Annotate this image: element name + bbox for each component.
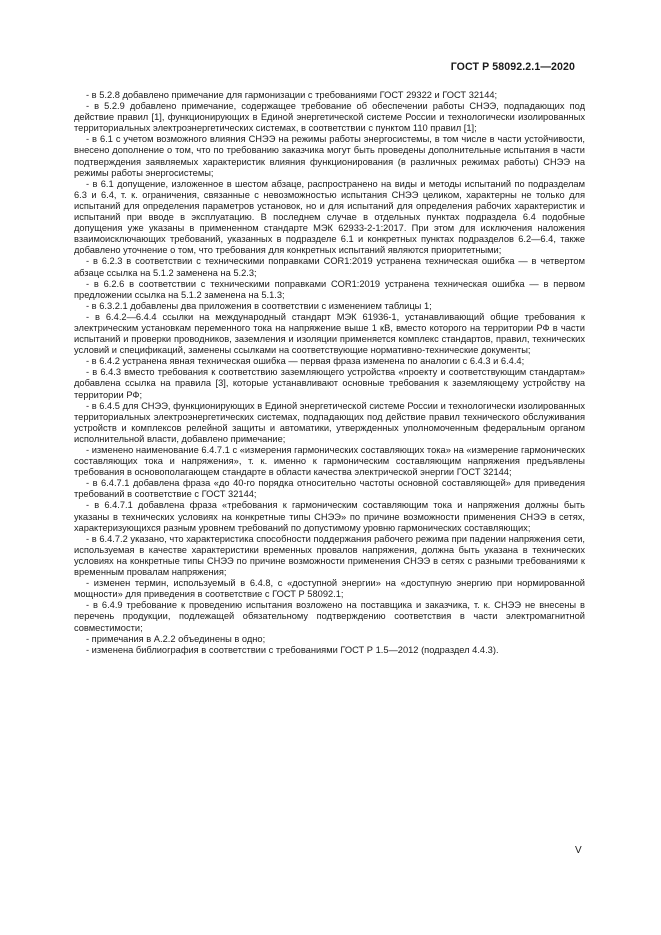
list-item: - в 6.4.9 требование к проведению испытания возложено на поставщика и заказчика, т. к. СНЭЭ не внесены в перечень продукции, подлежащей обязательному подтверждению соответствия в части электромагнитной совместимости; xyxy=(74,600,585,633)
list-item: - в 6.4.2—6.4.4 ссылки на международный стандарт МЭК 61936-1, устанавливающий общие требования к электрическим установкам переменного тока на напряжение выше 1 кВ, вместо которого на территории РФ в части испытаний и проверки проводников, заземления и изоляции применяется комплекс стандартов, правил, технических условий и спецификаций, заменены ссылками на соответствующие нормативно-технические документы; xyxy=(74,311,585,356)
list-item: - в 6.3.2.1 добавлены два приложения в соответствии с изменением таблицы 1; xyxy=(86,300,432,311)
list-item: - изменен термин, используемый в 6.4.8, с «доступной энергии» на «доступную энергию при нормированной мощности» для приведения в соответствие с ГОСТ Р 58092.1; xyxy=(74,578,585,600)
list-item: - в 6.4.3 вместо требования к соответствию заземляющего устройства «проекту и соответствующим стандартам» добавлена ссылка на правила [3], которые устанавливают основные требования к заземляющему устройству на территории РФ; xyxy=(74,367,585,400)
document-number-header: ГОСТ Р 58092.2.1—2020 xyxy=(450,61,575,73)
list-item: - в 6.4.7.1 добавлена фраза «до 40-го порядка относительно частоты основной составляющей» для приведения требований в соответствие с ГОСТ 32144; xyxy=(74,478,585,500)
list-item: - в 6.4.2 устранена явная техническая ошибка — первая фраза изменена по аналогии с 6.4.3 и 6.4.4; xyxy=(86,356,525,367)
list-item: - в 6.4.7.2 указано, что характеристика способности поддержания рабочего режима при падении напряжения сети, используемая в качестве характеристики временных провалов напряжения, должна быть указана в технических условиях на конкретные типы СНЭЭ по причине возможности применения СНЭЭ в сетях с разными требованиями к временным провалам напряжения; xyxy=(74,533,585,578)
list-item: - в 6.2.6 в соответствии с техническими поправками COR1:2019 устранена техническая ошибка — в первом предложении ссылка на 5.1.2 заменена на 5.1.3; xyxy=(74,278,585,300)
list-item: - в 6.2.3 в соответствии с техническими поправками COR1:2019 устранена техническая ошибка — в четвертом абзаце ссылка на 5.1.2 заменена на 5.2.3; xyxy=(74,256,585,278)
list-item: - примечания в А.2.2 объединены в одно; xyxy=(86,633,266,644)
list-item: - в 6.4.5 для СНЭЭ, функционирующих в Единой энергетической системе России и технологически изолированных территориальных электроэнергетических системах, подпадающих под действие правил технического обслуживания устройств и комплексов релейной защиты и автоматики, утвержденных уполномоченным федеральным органом исполнительной власти, добавлено примечание; xyxy=(74,400,585,444)
list-item: - изменено наименование 6.4.7.1 с «измерения гармонических составляющих тока» на «измерение гармонических составляющих тока и напряжения», т. к. именно к гармоническим составляющим напряжения предъявлены требования в основополагающем стандарте в области качества электрической энергии ГОСТ 32144; xyxy=(74,445,585,478)
list-item: - изменена библиография в соответствии с требованиями ГОСТ Р 1.5—2012 (подраздел 4.4.3). xyxy=(86,644,499,655)
list-item: - в 5.2.8 добавлено примечание для гармонизации с требованиями ГОСТ 29322 и ГОСТ 32144; xyxy=(86,90,498,100)
list-item: - в 6.1 с учетом возможного влияния СНЭЭ на режимы работы энергосистемы, в том числе в части устойчивости, внесено дополнение о том, что по требованию заказчика могут быть проведены дополнительные испытания в части подтверждения заявляемых характеристик влияния функционирования (в различных режимах работы) СНЭЭ на режимы работы энергосистемы; xyxy=(74,134,585,178)
list-item: - в 6.4.7.1 добавлена фраза «требования к гармоническим составляющим тока и напряжения должны быть указаны в технических условиях на конкретные типы СНЭЭ» по причине возможности применения СНЭЭ в сетях, характеризующихся разным уровнем требований по допустимому уровню гармонических составляющих; xyxy=(74,500,585,533)
list-item: - в 5.2.9 добавлено примечание, содержащее требование об обеспечении работы СНЭЭ, подпадающих под действие правил [1], функционирующих в Единой энергетической системе России и технологически изолированных территориальных электроэнергетических системах, в соответствии с пунктом 110 правил [1]; xyxy=(74,101,585,134)
document-body xyxy=(74,90,585,656)
page-number: V xyxy=(575,845,582,856)
list-item: - в 6.1 допущение, изложенное в шестом абзаце, распространено на виды и методы испытаний по подразделам 6.3 и 6.4, т. к. ограничения, связанные с невозможностью испытания СНЭЭ целиком, характерны не только для испытаний для определения параметров установок, но и для испытаний для определения рабочих характеристик и испытаний при вводе в эксплуатацию. В последнем случае в отдельных пунктах подраздела 6.4 подобные допущения уже указаны в примененном стандарте МЭК 62933-2-1:2017. При этом для исключения наложения взаимоисключающих требований, указанных в подразделе 6.1 и конкретных пунктах подразделов 6.2—6.4, также добавлено уточнение о том, что требования для конкретных испытаний являются приоритетными; xyxy=(74,178,585,256)
